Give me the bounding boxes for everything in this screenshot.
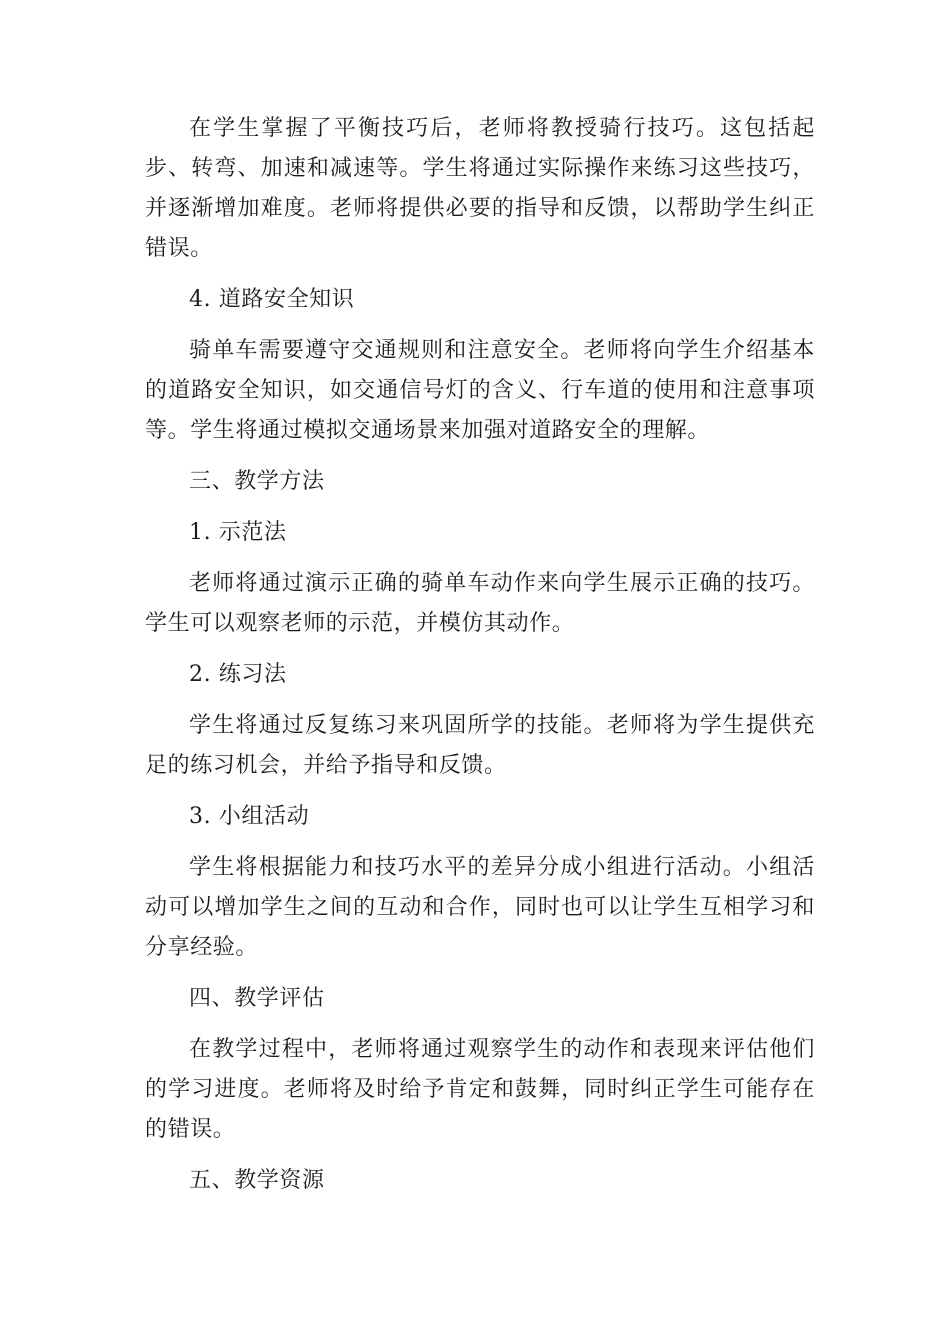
paragraph-group-activity: 学生将根据能力和技巧水平的差异分成小组进行活动。小组活动可以增加学生之间的互动和合作，同时也可以让学生互相学习和分享经验。 <box>145 855 815 960</box>
paragraph-riding-skills: 在学生掌握了平衡技巧后，老师将教授骑行技巧。这包括起步、转弯、加速和减速等。学生将通过实际操作来练习这些技巧，并逐渐增加难度。老师将提供必要的指导和反馈，以帮助学生纠正错误。 <box>145 116 815 261</box>
paragraph-road-safety: 骑单车需要遵守交通规则和注意安全。老师将向学生介绍基本的道路安全知识，如交通信号灯的含义、行车道的使用和注意事项等。学生将通过模拟交通场景来加强对道路安全的理解。 <box>145 338 815 443</box>
heading-practice: 2. 练习法 <box>189 662 287 687</box>
heading-teaching-methods: 三、教学方法 <box>189 469 325 494</box>
paragraph-practice: 学生将通过反复练习来巩固所学的技能。老师将为学生提供充足的练习机会，并给予指导和反馈。 <box>145 713 815 778</box>
heading-demonstration: 1. 示范法 <box>189 520 287 545</box>
document-body <box>145 109 815 1212</box>
heading-teaching-evaluation: 四、教学评估 <box>189 986 325 1011</box>
paragraph-teaching-evaluation: 在教学过程中，老师将通过观察学生的动作和表现来评估他们的学习进度。老师将及时给予肯定和鼓舞，同时纠正学生可能存在的错误。 <box>145 1037 815 1142</box>
paragraph-demonstration: 老师将通过演示正确的骑单车动作来向学生展示正确的技巧。学生可以观察老师的示范，并模仿其动作。 <box>145 571 815 636</box>
heading-group-activity: 3. 小组活动 <box>189 804 310 829</box>
heading-teaching-resources: 五、教学资源 <box>189 1168 325 1193</box>
heading-road-safety: 4. 道路安全知识 <box>189 287 355 312</box>
